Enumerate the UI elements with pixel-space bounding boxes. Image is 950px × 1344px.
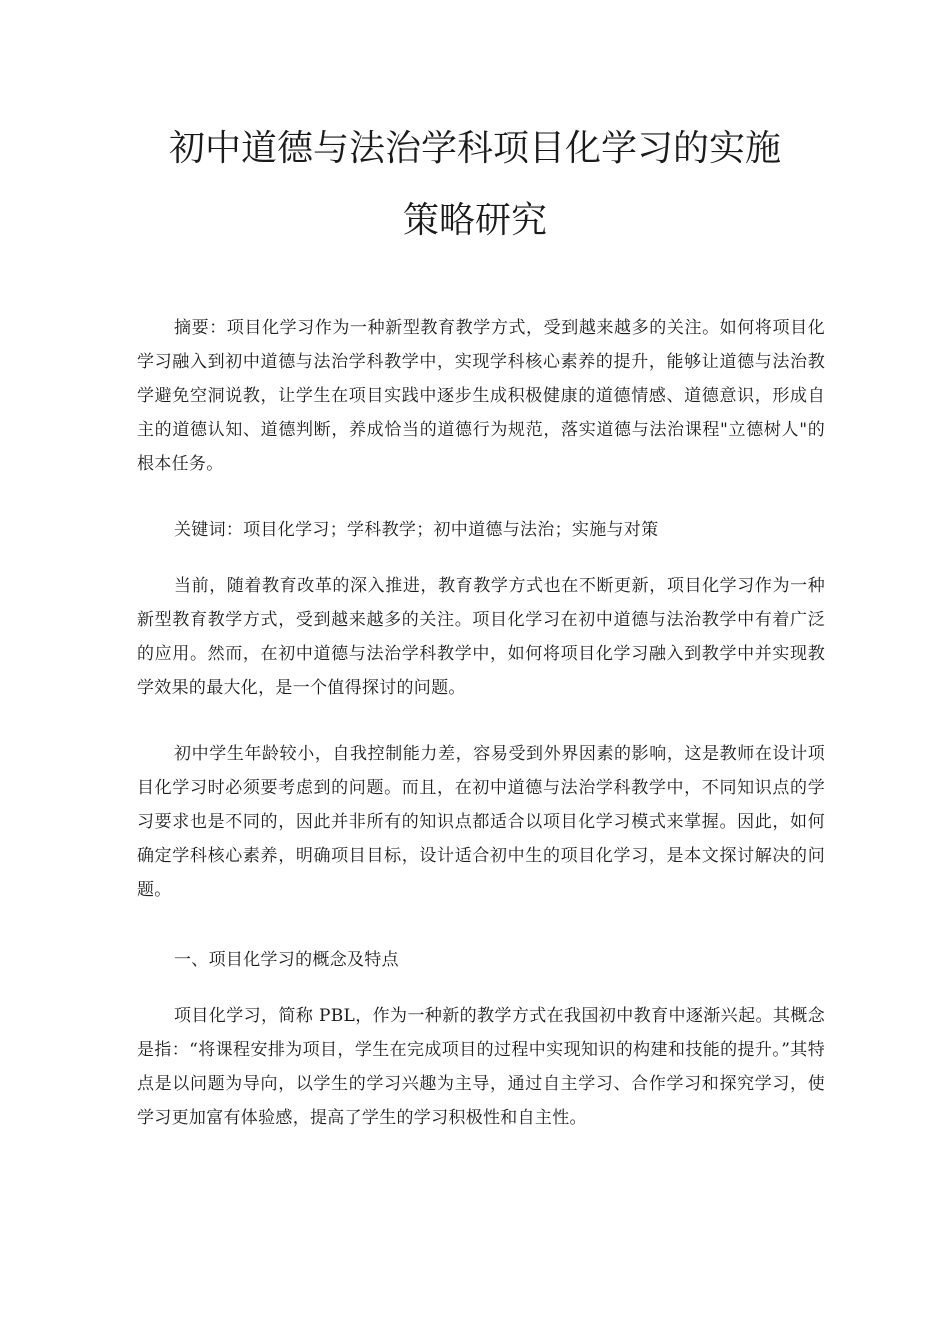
abstract-paragraph: 摘要：项目化学习作为一种新型教育教学方式，受到越来越多的关注。如何将项目化学习融入到初中道德与法治学科教学中，实现学科核心素养的提升，能够让道德与法治教学避免空洞说教，让学生在项目实践中逐步生成积极健康的道德情感、道德意识，形成自主的道德认知、道德判断，养成恰当的道德行为规范，落实道德与法治课程"立德树人"的根本任务。: [137, 318, 825, 474]
section-heading-1: 一、项目化学习的概念及特点: [174, 950, 399, 970]
document-title-line-1: 初中道德与法治学科项目化学习的实施: [168, 128, 781, 169]
concept-paragraph: 项目化学习，简称 PBL，作为一种新的教学方式在我国初中教育中逐渐兴起。其概念是指：“将课程安排为项目，学生在完成项目的过程中实现知识的构建和技能的提升。”其特点是以问题为导向，以学生的学习兴趣为主导，通过自主学习、合作学习和探究学习，使学习更加富有体验感，提高了学生的学习积极性和自主性。: [137, 1006, 825, 1128]
intro-paragraph-2: 初中学生年龄较小，自我控制能力差，容易受到外界因素的影响，这是教师在设计项目化学习时必须要考虑到的问题。而且，在初中道德与法治学科教学中，不同知识点的学习要求也是不同的，因此并非所有的知识点都适合以项目化学习模式来掌握。因此，如何确定学科核心素养，明确项目目标，设计适合初中生的项目化学习，是本文探讨解决的问题。: [137, 744, 825, 900]
keywords-paragraph: 关键词：项目化学习；学科教学；初中道德与法治；实施与对策: [174, 520, 659, 540]
document-title-line-2: 策略研究: [402, 200, 547, 241]
intro-paragraph-1: 当前，随着教育改革的深入推进，教育教学方式也在不断更新，项目化学习作为一种新型教育教学方式，受到越来越多的关注。项目化学习在初中道德与法治教学中有着广泛的应用。然而，在初中道德与法治学科教学中，如何将项目化学习融入到教学中并实现教学效果的最大化，是一个值得探讨的问题。: [137, 576, 825, 698]
